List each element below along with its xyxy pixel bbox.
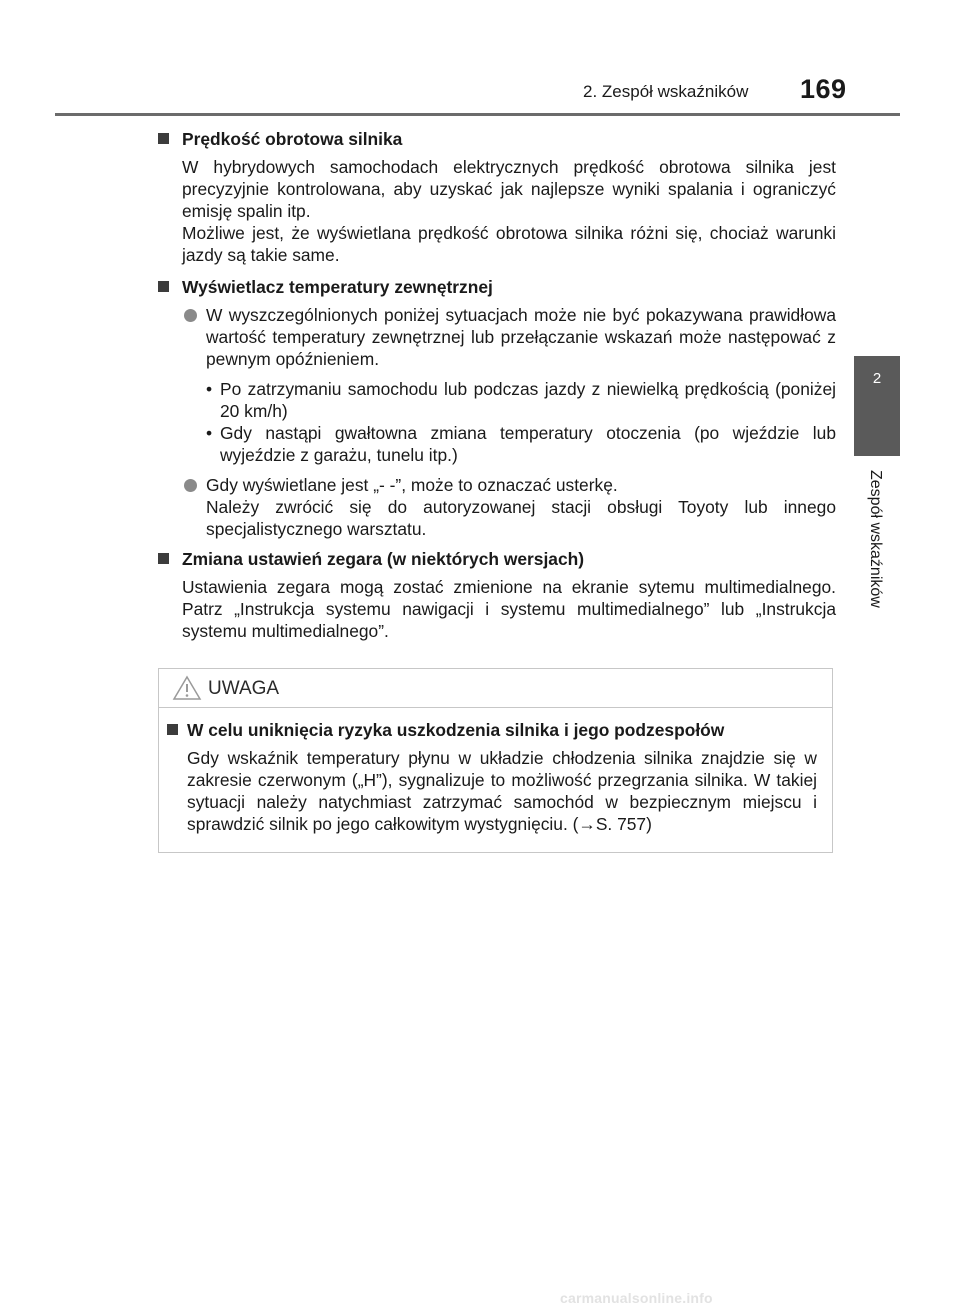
section-heading [158,128,836,150]
list-item-text: W wyszczególnionych poniżej sytuacjach może nie być pokazywana prawidłowa wartość temperatury zewnętrznej lub przełączanie wskazań może następować z pewnym opóźnieniem. [206,305,836,369]
section-heading [158,276,836,298]
sub-list-item-text: Gdy nastąpi gwałtowna zmiana temperatury otoczenia (po wjeździe lub wyjeździe z garażu, tunelu itp.) [220,423,836,465]
paragraph: W hybrydowych samochodach elektrycznych prędkość obrotowa silnika jest precyzyjnie kontrolowana, aby uzyskać jak najlepsze wyniki spalania i ograniczyć emisję spalin itp. [182,157,836,221]
round-bullet-icon [184,309,197,322]
warning-title: UWAGA [208,678,280,699]
chapter-tab[interactable] [854,356,900,456]
warning-triangle-icon [172,675,202,706]
round-bullet-icon [184,479,197,492]
sub-list-item-text: Po zatrzymaniu samochodu lub podczas jazdy z niewielką prędkością (poniżej 20 km/h) [220,379,836,421]
section-heading [158,548,836,570]
sub-list-item [206,422,836,466]
section-heading-text: Wyświetlacz temperatury zewnętrznej [182,277,493,297]
page-content [158,128,836,642]
dot-bullet-icon: • [206,423,213,443]
warning-body [167,719,817,835]
warning-box [158,668,833,853]
chapter-side-label-text: Zespół wskaźników [867,470,884,608]
chapter-tab-number: 2 [872,370,882,387]
warning-heading-text: W celu uniknięcia ryzyka uszkodzenia silnika i jego podzespołów [187,720,725,740]
warning-text: Gdy wskaźnik temperatury płynu w układzie chłodzenia silnika znajdzie się w zakresie czerwonym („H”), sygnalizuje to możliwość przegrzania silnika. W takiej sytuacji należy natychmiast zatrzymać samochód w bezpiecznym miejscu i sprawdzić silnik po jego całkowitym wystygnięciu. (→S. 757) [187,748,817,834]
square-bullet-icon [158,133,169,144]
list-item-text: Należy zwrócić się do autoryzowanej stacji obsługi Toyoty lub innego specjalistycznego warsztatu. [206,497,836,539]
section-heading-text: Prędkość obrotowa silnika [182,129,403,149]
square-bullet-icon [167,724,178,735]
list-item [182,474,836,540]
chapter-side-label [862,470,892,670]
list-item-text: Gdy wyświetlane jest „- -”, może to oznaczać usterkę. [206,475,618,495]
paragraph: Ustawienia zegara mogą zostać zmienione na ekranie sytemu multimedialnego. Patrz „Instrukcja systemu nawigacji i systemu multimedialnego” lub „Instrukcja systemu multimedialnego”. [182,577,836,641]
page-number: 169 [800,74,847,104]
list-item [182,304,836,370]
warning-header [159,669,832,708]
section-heading-text: Zmiana ustawień zegara (w niektórych wersjach) [182,549,585,569]
warning-heading [167,719,817,741]
footer-watermark: carmanualsonline.info [560,1290,713,1306]
square-bullet-icon [158,281,169,292]
sub-list-item [206,378,836,422]
chapter-title: 2. Zespół wskaźników [583,82,749,101]
paragraph: Możliwe jest, że wyświetlana prędkość obrotowa silnika różni się, chociaż warunki jazdy są takie same. [182,223,836,265]
square-bullet-icon [158,553,169,564]
dot-bullet-icon: • [206,379,213,399]
header-divider [55,113,900,116]
